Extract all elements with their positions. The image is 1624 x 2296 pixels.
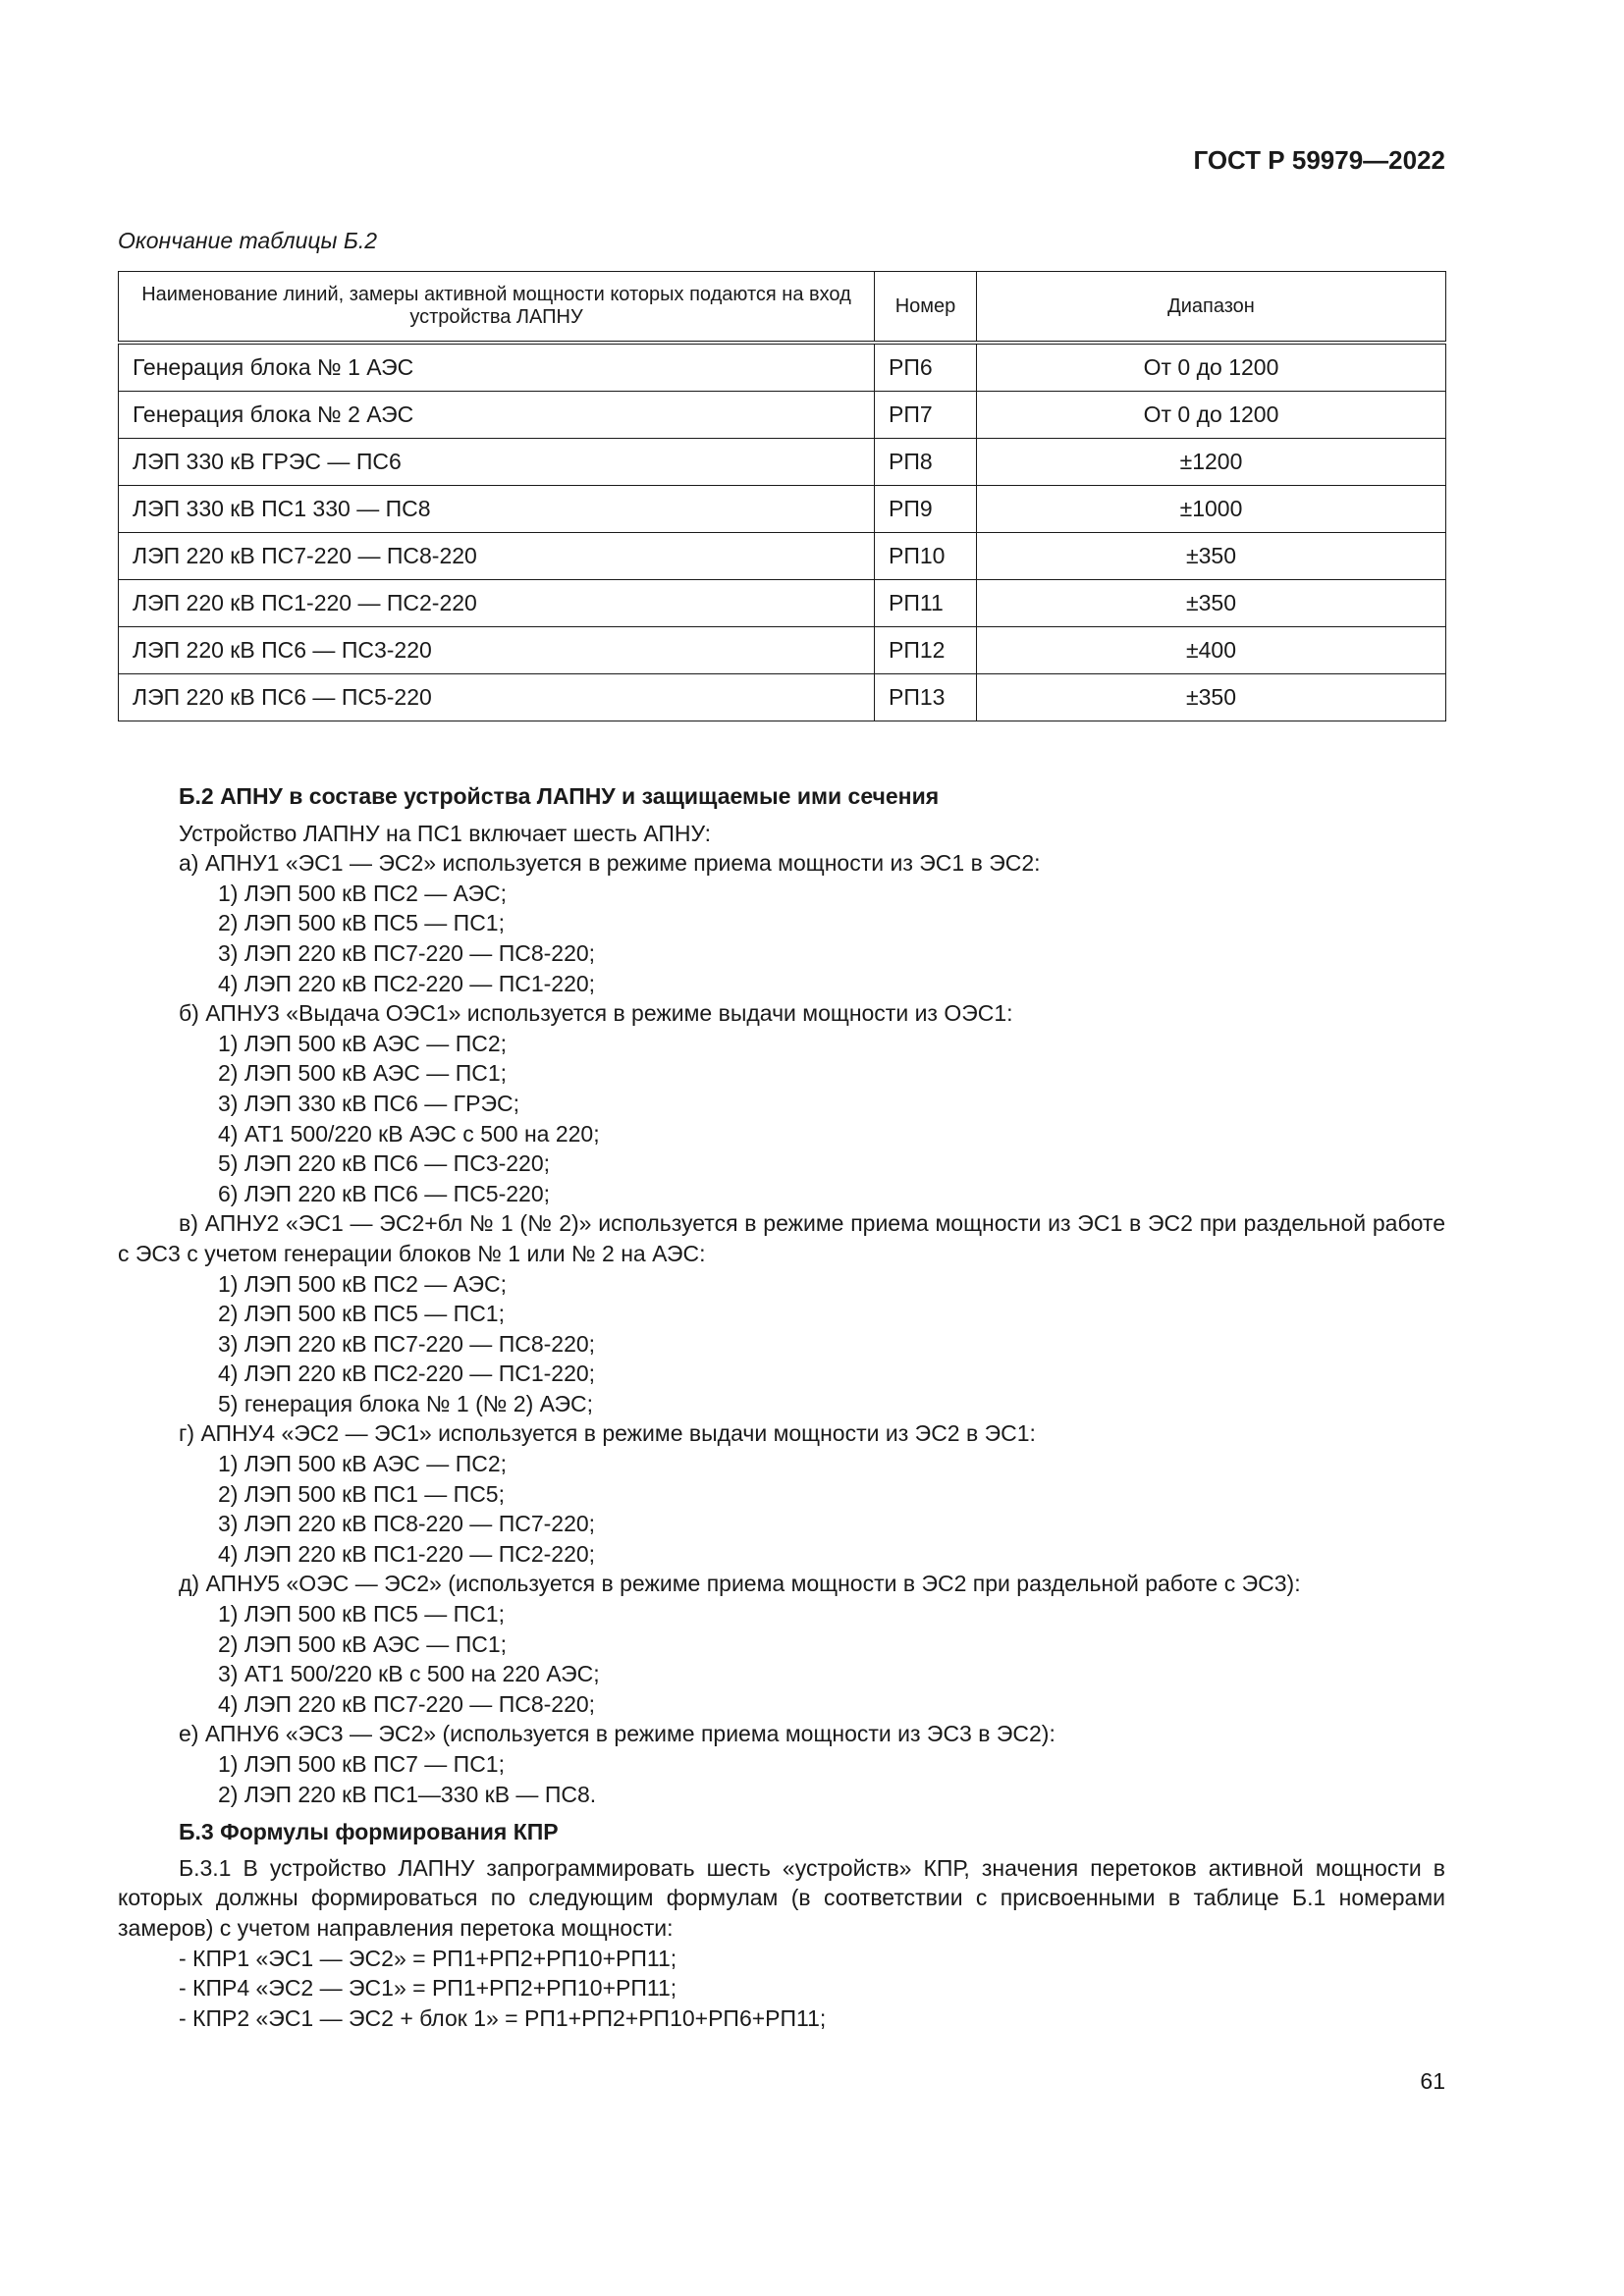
- table-row: [119, 533, 1446, 580]
- list-e-title: е) АПНУ6 «ЭС3 — ЭС2» (используется в режиме приема мощности из ЭС3 в ЭС2):: [179, 1721, 1056, 1747]
- list-b-title: б) АПНУ3 «Выдача ОЭС1» используется в режиме выдачи мощности из ОЭС1:: [179, 1000, 1013, 1027]
- cell-line-name: ЛЭП 220 кВ ПС1-220 — ПС2-220: [119, 580, 875, 627]
- standard-code: ГОСТ Р 59979—2022: [1193, 145, 1445, 175]
- list-item: 1) ЛЭП 500 кВ ПС5 — ПС1;: [218, 1601, 505, 1628]
- list-item: 1) ЛЭП 500 кВ ПС2 — АЭС;: [218, 880, 508, 906]
- table-row: [119, 674, 1446, 721]
- list-item: 5) генерация блока № 1 (№ 2) АЭС;: [218, 1390, 593, 1416]
- table-row: [119, 392, 1446, 439]
- table-row: [119, 486, 1446, 533]
- list-item: 3) АТ1 500/220 кВ с 500 на 220 АЭС;: [218, 1661, 600, 1687]
- list-item: 2) ЛЭП 500 кВ ПС5 — ПС1;: [218, 910, 505, 936]
- list-item: 4) ЛЭП 220 кВ ПС2-220 — ПС1-220;: [218, 970, 596, 996]
- cell-range: ±350: [977, 580, 1446, 627]
- list-item: 1) ЛЭП 500 кВ ПС2 — АЭС;: [218, 1270, 508, 1297]
- cell-line-name: Генерация блока № 1 АЭС: [119, 343, 875, 392]
- list-item: 2) ЛЭП 500 кВ ПС1 — ПС5;: [218, 1480, 505, 1507]
- cell-number: РП13: [875, 674, 977, 721]
- cell-number: РП9: [875, 486, 977, 533]
- list-item: 3) ЛЭП 220 кВ ПС8-220 — ПС7-220;: [218, 1511, 596, 1537]
- table-header-row: [119, 272, 1446, 344]
- section-b2-heading: Б.2 АПНУ в составе устройства ЛАПНУ и защищаемые ими сечения: [179, 783, 940, 809]
- list-item: 4) ЛЭП 220 кВ ПС7-220 — ПС8-220;: [218, 1690, 596, 1717]
- cell-number: РП10: [875, 533, 977, 580]
- list-a-title: а) АПНУ1 «ЭС1 — ЭС2» используется в режиме приема мощности из ЭС1 в ЭС2:: [179, 850, 1041, 877]
- list-item: 4) АТ1 500/220 кВ АЭС с 500 на 220;: [218, 1120, 600, 1147]
- cell-range: ±400: [977, 627, 1446, 674]
- list-item: 2) ЛЭП 220 кВ ПС1—330 кВ — ПС8.: [218, 1781, 597, 1807]
- cell-number: РП6: [875, 343, 977, 392]
- column-header-number: Номер: [875, 272, 977, 344]
- list-item: 2) ЛЭП 500 кВ АЭС — ПС1;: [218, 1630, 508, 1657]
- table-row: [119, 343, 1446, 392]
- table-row: [119, 627, 1446, 674]
- list-item: 3) ЛЭП 220 кВ ПС7-220 — ПС8-220;: [218, 1330, 596, 1357]
- list-item: 2) ЛЭП 500 кВ АЭС — ПС1;: [218, 1060, 508, 1087]
- list-item: 4) ЛЭП 220 кВ ПС1-220 — ПС2-220;: [218, 1540, 596, 1567]
- list-item: 6) ЛЭП 220 кВ ПС6 — ПС5-220;: [218, 1180, 551, 1206]
- column-header-range: Диапазон: [977, 272, 1446, 344]
- list-item: 2) ЛЭП 500 кВ ПС5 — ПС1;: [218, 1301, 505, 1327]
- cell-number: РП8: [875, 439, 977, 486]
- section-b2-intro: Устройство ЛАПНУ на ПС1 включает шесть АПНУ:: [179, 820, 712, 846]
- section-b3-paragraph: Б.3.1 В устройство ЛАПНУ запрограммировать шесть «устройств» КПР, значения перетоков активной мощности в которых должны формироваться по следующим формулам (в соответствии с присвоенными в таблице Б.1 номерами замеров) с учетом направления перетока мощности:: [118, 1854, 1445, 1941]
- cell-range: ±1200: [977, 439, 1446, 486]
- formula-line: - КПР4 «ЭС2 — ЭС1» = РП1+РП2+РП10+РП11;: [179, 1975, 677, 2002]
- measurement-table: [118, 271, 1446, 721]
- cell-range: ±350: [977, 533, 1446, 580]
- list-item: 5) ЛЭП 220 кВ ПС6 — ПС3-220;: [218, 1150, 551, 1177]
- list-item: 1) ЛЭП 500 кВ АЭС — ПС2;: [218, 1030, 508, 1056]
- cell-range: От 0 до 1200: [977, 343, 1446, 392]
- cell-number: РП11: [875, 580, 977, 627]
- document-body: [118, 781, 1445, 2033]
- page-number: 61: [1420, 2068, 1445, 2094]
- cell-number: РП12: [875, 627, 977, 674]
- column-header-name: Наименование линий, замеры активной мощности которых подаются на вход устройства ЛАПНУ: [119, 272, 875, 344]
- table-caption: Окончание таблицы Б.2: [118, 228, 378, 253]
- list-item: 3) ЛЭП 330 кВ ПС6 — ГРЭС;: [218, 1090, 519, 1116]
- table-row: [119, 439, 1446, 486]
- cell-range: ±1000: [977, 486, 1446, 533]
- cell-line-name: Генерация блока № 2 АЭС: [119, 392, 875, 439]
- list-d-title: д) АПНУ5 «ОЭС — ЭС2» (используется в режиме приема мощности в ЭС2 при раздельной работе с ЭС3):: [179, 1571, 1301, 1597]
- list-item: 1) ЛЭП 500 кВ ПС7 — ПС1;: [218, 1751, 505, 1777]
- formula-line: - КПР2 «ЭС1 — ЭС2 + блок 1» = РП1+РП2+РП10+РП6+РП11;: [179, 2004, 827, 2031]
- cell-line-name: ЛЭП 220 кВ ПС6 — ПС5-220: [119, 674, 875, 721]
- cell-number: РП7: [875, 392, 977, 439]
- formula-line: - КПР1 «ЭС1 — ЭС2» = РП1+РП2+РП10+РП11;: [179, 1945, 677, 1971]
- cell-range: От 0 до 1200: [977, 392, 1446, 439]
- section-b3-heading: Б.3 Формулы формирования КПР: [179, 1819, 559, 1845]
- list-item: 4) ЛЭП 220 кВ ПС2-220 — ПС1-220;: [218, 1361, 596, 1387]
- cell-line-name: ЛЭП 330 кВ ПС1 330 — ПС8: [119, 486, 875, 533]
- cell-line-name: ЛЭП 330 кВ ГРЭС — ПС6: [119, 439, 875, 486]
- cell-range: ±350: [977, 674, 1446, 721]
- list-item: 1) ЛЭП 500 кВ АЭС — ПС2;: [218, 1451, 508, 1477]
- list-g-title: г) АПНУ4 «ЭС2 — ЭС1» используется в режиме выдачи мощности из ЭС2 в ЭС1:: [179, 1420, 1036, 1447]
- cell-line-name: ЛЭП 220 кВ ПС6 — ПС3-220: [119, 627, 875, 674]
- list-item: 3) ЛЭП 220 кВ ПС7-220 — ПС8-220;: [218, 939, 596, 966]
- cell-line-name: ЛЭП 220 кВ ПС7-220 — ПС8-220: [119, 533, 875, 580]
- list-v-title: в) АПНУ2 «ЭС1 — ЭС2+бл № 1 (№ 2)» используется в режиме приема мощности из ЭС1 в ЭС2 при раздельной работе с ЭС3 с учетом генерации блоков № 1 или № 2 на АЭС:: [118, 1210, 1445, 1266]
- table-row: [119, 580, 1446, 627]
